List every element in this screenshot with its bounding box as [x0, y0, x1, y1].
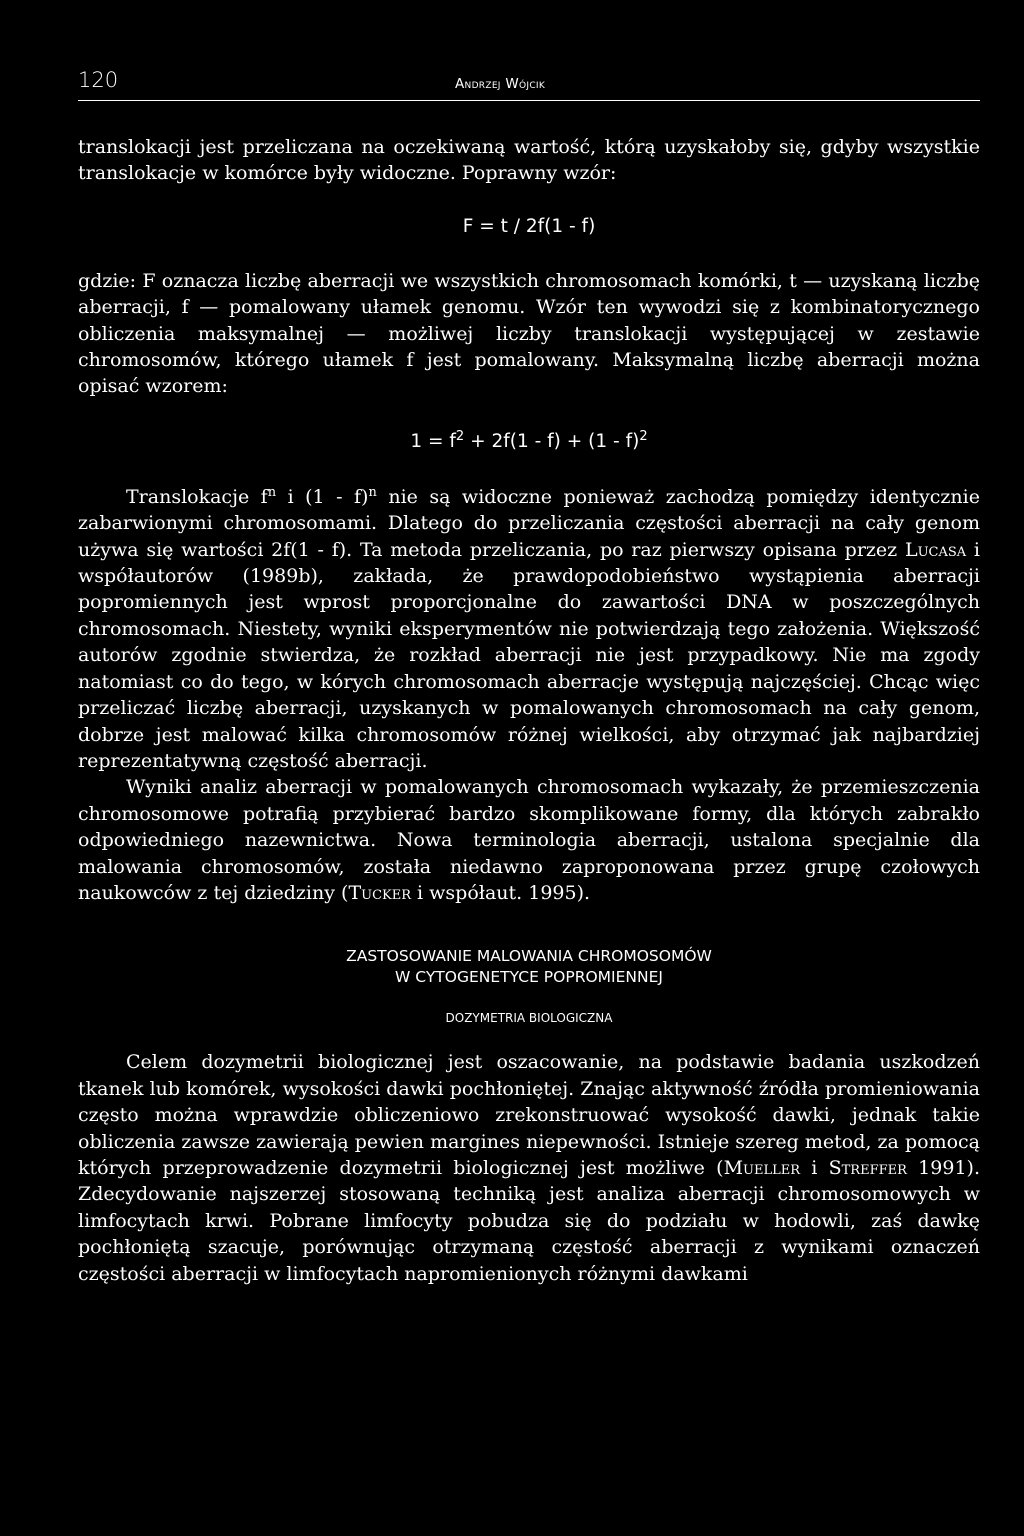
paragraph-5-text: i	[800, 1156, 829, 1179]
paragraph-5-text: Celem dozymetrii biologicznej jest oszacowanie, na podstawie badania uszkodzeń tkanek lub komórek, wysokości dawki pochłoniętej. Znając aktywność źródła promieniowania często można wprawdzie obliczeniowo zrekonstruować wysokość dawki, jednak takie obliczenia zawsze zawierają pewien margines niepewności. Istnieje szereg metod, za pomocą których przeprowadzenie dozymetrii biologicznej jest możliwe (	[78, 1051, 980, 1179]
section-title	[78, 946, 980, 988]
running-head: Andrzej Wójcik	[455, 76, 546, 92]
author-citation: Lucasa	[904, 538, 967, 561]
page-header	[78, 62, 980, 101]
page-number: 120	[78, 68, 119, 92]
formula-2-exponent: 2	[639, 428, 648, 444]
section-title-line-1: ZASTOSOWANIE MALOWANIA CHROMOSOMÓW	[346, 947, 712, 966]
paragraph-1: translokacji jest przeliczana na oczekiwaną wartość, którą uzyskałoby się, gdyby wszystkie translokacje w komórce były widoczne. Poprawny wzór:	[78, 136, 980, 185]
formula-2-part: + 2f(1 - f) + (1 - f)	[464, 430, 640, 452]
formula-2-exponent: 2	[455, 428, 465, 444]
section-title-line-2: W CYTOGENETYCE POPROMIENNEJ	[395, 968, 663, 987]
formula-2-part: 1 = f	[410, 430, 456, 452]
paragraph-3-text: i (1 - f)	[276, 485, 369, 508]
subsection-title: DOZYMETRIA BIOLOGICZNA	[445, 1011, 613, 1026]
paragraph-2: gdzie: F oznacza liczbę aberracji we wszystkich chromosomach komórki, t — uzyskaną liczbę aberracji, f — pomalowany ułamek genomu. Wzór ten wywodzi się z kombinatorycznego obliczenia maksymalnej — możliwej liczby translokacji występującej w zestawie chromosomów, którego ułamek f jest pomalowany. Maksymalną liczbę aberracji można opisać wzorem:	[78, 269, 980, 398]
formula-1: F = t / 2f(1 - f)	[462, 215, 596, 237]
author-citation: Tucker	[348, 881, 412, 904]
paragraph-5	[78, 1049, 980, 1287]
paragraph-3-text: Translokacje f	[126, 485, 268, 508]
exponent: n	[368, 484, 377, 500]
paragraph-3	[78, 484, 980, 774]
exponent: n	[267, 484, 277, 500]
paragraph-3-text: i współautorów (1989b), zakłada, że prawdopodobieństwo wystąpienia aberracji popromiennych jest wprost proporcjonalne do zawartości DNA w poszczególnych chromosomach. Niestety, wyniki eksperymentów nie potwierdzają tego założenia. Większość autorów zgodnie stwierdza, że rozkład aberracji nie jest przypadkowy. Nie ma zgody natomiast co do tego, w kórych chromosomach aberracje występują najczęściej. Chcąc więc przeliczać liczbę aberracji, uzyskanych w pomalowanych chromosomach na cały genom, dobrze jest malować kilka chromosomów różnej wielkości, aby otrzymać jak najbardziej reprezentatywną częstość aberracji.	[78, 538, 980, 772]
paragraph-5-text: 1991). Zdecydowanie najszerzej stosowaną techniką jest analiza aberracji chromosomowych w limfocytach krwi. Pobrane limfocyty pobudza się do podziału w hodowli, zaś dawkę pochłoniętą szacuje, porównując otrzymaną częstość aberracji z wynikami oznaczeń częstości aberracji w limfocytach napromienionych różnymi dawkami	[78, 1156, 980, 1285]
paragraph-4	[78, 774, 980, 906]
formula-2	[78, 429, 980, 455]
author-citation: Streffer	[828, 1156, 907, 1179]
author-citation: Mueller	[723, 1156, 801, 1179]
paragraph-4-text: Wyniki analiz aberracji w pomalowanych chromosomach wykazały, że przemieszczenia chromosomowe potrafią przybierać bardzo skomplikowane formy, dla których zabrakło odpowiedniego nazewnictwa. Nowa terminologia aberracji, ustalona specjalnie dla malowania chromosomów, została niedawno zaproponowana przez grupę czołowych naukowców z tej dziedziny (	[78, 776, 980, 904]
paragraph-3-text: nie są widoczne ponieważ zachodzą pomiędzy identycznie zabarwionymi chromosomami. Dlatego do przeliczania częstości aberracji na cały genom używa się wartości 2f(1 - f). Ta metoda przeliczania, po raz pierwszy opisana przez	[78, 485, 980, 561]
paragraph-4-text: i współaut. 1995).	[411, 881, 591, 904]
document-page	[78, 62, 980, 1287]
